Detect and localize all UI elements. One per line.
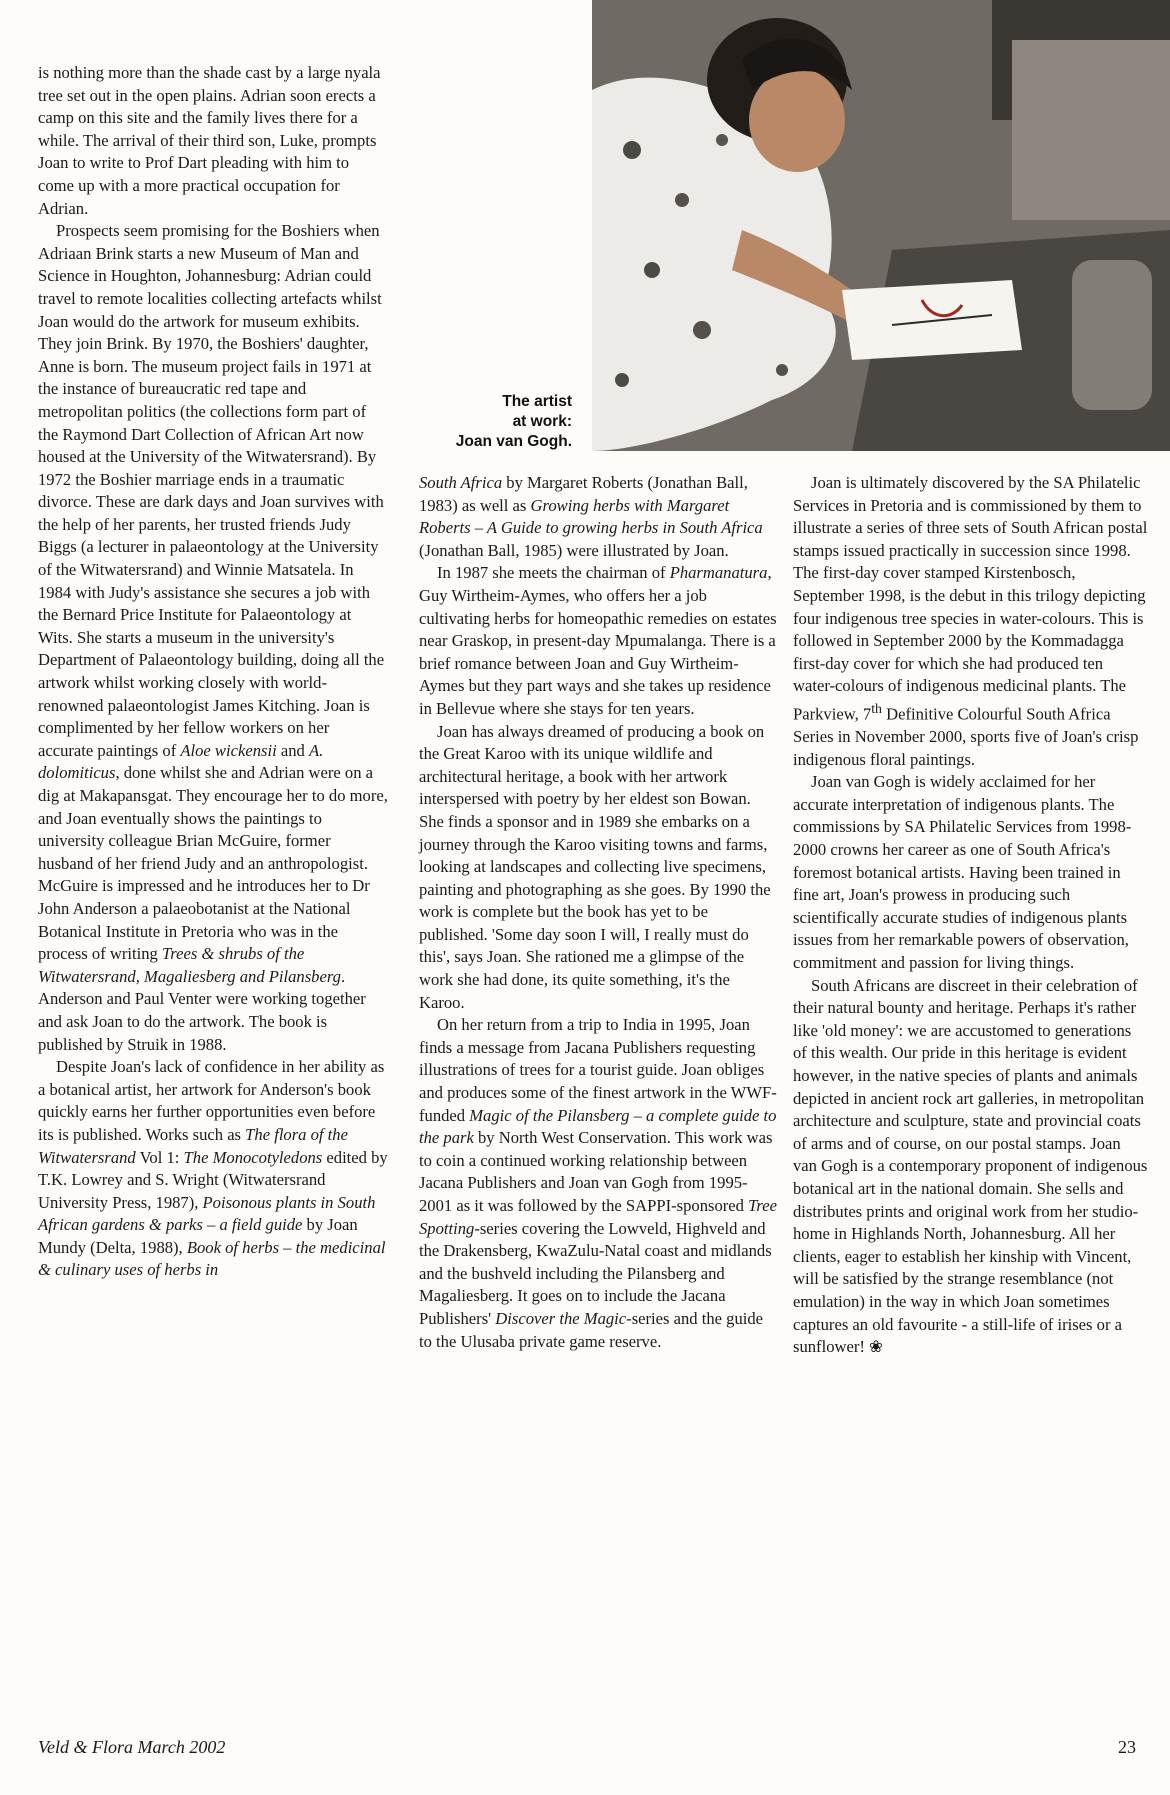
article-column-1 [38,62,388,1282]
col1-paragraph-2: Prospects seem promising for the Boshiers when Adriaan Brink starts a new Museum of Man and Science in Houghton, Johannesburg: Adrian could travel to remote localities collecting artefacts whilst Joan would do the artwork for museum exhibits. They join Brink. By 1970, the Boshiers' daughter, Anne is born. The museum project fails in 1971 at the instance of bureaucratic red tape and metropolitan politics (the collections form part of the Raymond Dart Collection of African Art now housed at the University of the Witwatersrand). By 1972 the Boshier marriage ends in a traumatic divorce. These are dark days and Joan survives with the help of her parents, her trusted friends Judy Biggs (a lecturer in palaeontology at the University of the Witwatersrand) and Winnie Matsatela. In 1984 with Judy's assistance she secures a job with the Bernard Price Institute for Palaeontology at Wits. She starts a museum in the university's Department of Palaeontology building, doing all the artwork whilst working closely with world-renowned palaeontologist James Kitching. Joan is complimented by her fellow workers on her accurate paintings of Aloe wickensii and A. dolomiticus, done whilst she and Adrian were on a dig at Makapansgat. They encourage her to do more, and Joan eventually shows the paintings to university colleague Brian McGuire, former husband of her friend Judy and an anthropologist. McGuire is impressed and he introduces her to Dr John Anderson a palaeobotanist at the National Botanical Institute in Pretoria who was in the process of writing Trees & shrubs of the Witwatersrand, Magaliesberg and Pilansberg. Anderson and Paul Venter were working together and ask Joan to do the artwork. The book is published by Struik in 1988. [38,221,388,1054]
caption-line-2: at work: [512,413,572,430]
col2-paragraph-3: Joan has always dreamed of producing a book on the Great Karoo with its unique wildlife and architectural heritage, a book with her artwork interspersed with poetry by her eldest son Bowan. She finds a sponsor and in 1989 she embarks on a journey through the Karoo visiting towns and farms, looking at landscapes and collecting live specimens, painting and photographing as she goes. By 1990 the work is complete but the book has yet to be published. 'Some day soon I will, I really must do this', says Joan. She rationed me a glimpse of the work she had done, its quite something, it's the Karoo. [419,721,771,1012]
col2-paragraph-1: South Africa by Margaret Roberts (Jonathan Ball, 1983) as well as Growing herbs with Margaret Roberts – A Guide to growing herbs in South Africa (Jonathan Ball, 1985) were illustrated by Joan. [419,473,763,560]
caption-line-3: Joan van Gogh. [455,433,572,450]
end-mark-icon: ❀ [869,1337,883,1357]
col3-paragraph-3: South Africans are discreet in their celebration of their natural bounty and heritage. Perhaps it's rather like 'old money': we are accustomed to generations of this wealth. Our pride in this heritage is evident however, in the native species of plants and animals depicted in ancient rock art galleries, in metropolitan architecture and sculpture, state and provincial coats of arms and of course, on our postal stamps. Joan van Gogh is a contemporary proponent of indigenous botanical art in the national domain. She sells and distributes prints and original work from her studio-home in Highlands North, Johannesburg. All her clients, eager to establish her kinship with Vincent, will be satisfied by the strange resemblance (not emulation) in the way in which Joan sometimes captures an old favourite - a still-life of irises or a sunflower! ❀ [793,975,1148,1357]
page-number: 23 [1118,1737,1136,1757]
col2-paragraph-4: On her return from a trip to India in 1995, Joan finds a message from Jacana Publishers requesting illustrations of trees for a tourist guide. Joan obliges and produces some of the finest artwork in the WWF-funded Magic of the Pilansberg – a complete guide to the park by North West Conservation. This work was to coin a continued working relationship between Jacana Publishers and Joan van Gogh from 1995-2001 as it was followed by the SAPPI-sponsored Tree Spotting-series covering the Lowveld, Highveld and the Drakensberg, KwaZulu-Natal coast and midlands and the bushveld including the Pilansberg and Magaliesberg. It goes on to include the Jacana Publishers' Discover the Magic-series and the guide to the Ulusaba private game reserve. [419,1015,777,1351]
col1-paragraph-1: is nothing more than the shade cast by a large nyala tree set out in the open plains. Adrian soon erects a camp on this site and the family lives there for a while. The arrival of their third son, Luke, prompts Joan to write to Prof Dart pleading with him to come up with a more practical occupation for Adrian. [38,63,381,218]
article-column-2 [419,472,779,1353]
publication-footer: Veld & Flora March 2002 [38,1737,226,1757]
col1-paragraph-3: Despite Joan's lack of confidence in her ability as a botanical artist, her artwork for Anderson's book quickly earns her further opportunities even before its is published. Works such as The flora of the Witwatersrand Vol 1: The Monocotyledons edited by T.K. Lowrey and S. Wright (Witwatersrand University Press, 1987), Poisonous plants in South African gardens & parks – a field guide by Joan Mundy (Delta, 1988), Book of herbs – the medicinal & culinary uses of herbs in [38,1057,388,1280]
photo-caption [440,392,572,452]
artist-photo [592,0,1170,451]
col3-paragraph-2: Joan van Gogh is widely acclaimed for her accurate interpretation of indigenous plants. The commissions by SA Philatelic Services from 1998-2000 crowns her career as one of South Africa's foremost botanical artists. Having been trained in fine art, Joan's prowess in producing such scientifically accurate studies of indigenous plants issues from her remarkable powers of observation, commitment and passion for living things. [793,772,1132,972]
caption-line-1: The artist [502,393,572,410]
col3-paragraph-1: Joan is ultimately discovered by the SA Philatelic Services in Pretoria and is commissioned by them to illustrate a series of three sets of South African postal stamps issued practically in succession since 1998. The first-day cover stamped Kirstenbosch, September 1998, is the debut in this trilogy depicting four indigenous tree species in water-colours. This is followed in September 2000 by the Kommadagga first-day cover for which she had produced ten water-colours of indigenous medicinal plants. The Parkview, 7th Definitive Colourful South Africa Series in November 2000, sports five of Joan's crisp indigenous floral paintings. [793,473,1148,769]
article-column-3 [793,472,1148,1359]
col2-paragraph-2: In 1987 she meets the chairman of Pharmanatura, Guy Wirtheim-Aymes, who offers her a job cultivating herbs for homeopathic remedies on estates near Graskop, in present-day Mpumalanga. There is a brief romance between Joan and Guy Wirtheim-Aymes but they part ways and she takes up residence in Bellevue where she stays for ten years. [419,563,777,718]
